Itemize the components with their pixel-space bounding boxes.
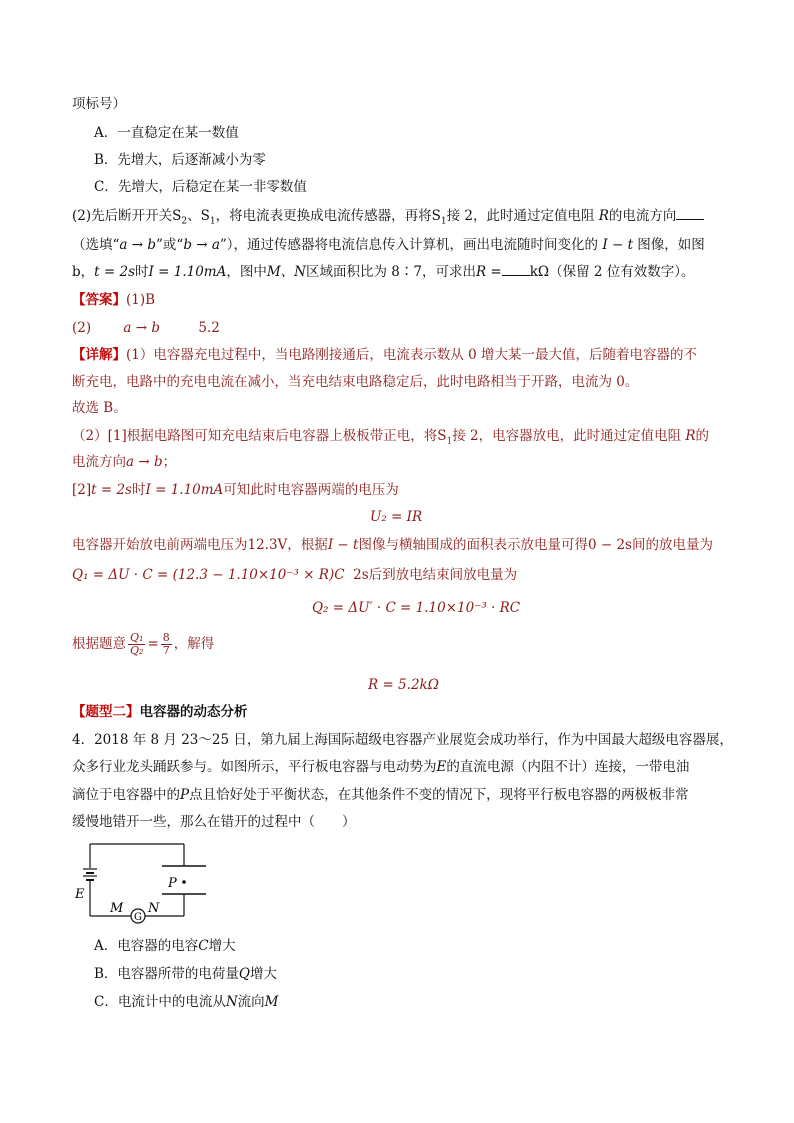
text: 电容器开始放电前两端电压为12.3V，根据	[72, 537, 328, 553]
fraction-q1-q2	[128, 632, 145, 657]
text: Q₁	[130, 631, 144, 644]
part2-line3	[72, 263, 695, 281]
text: Q₁ = ΔU · C = (12.3 − 1.10×10⁻³ × R)C	[72, 567, 345, 583]
text: (1）电容器充电过程中，当电路刚接通后，电流表示数从 0 增大某一最大值，后随着电容器的不	[126, 347, 698, 363]
option-letter: A．	[94, 938, 118, 954]
text: ；	[162, 454, 177, 470]
text: 增大	[250, 966, 277, 982]
part2-line2: （选填“a → b”或“b → a”），通过传感器将电流信息传入计算机，画出电流随时间变化的 I − t 图像，如图	[72, 237, 705, 253]
q4-option-c	[94, 993, 278, 1011]
text: M	[264, 994, 279, 1010]
option-c	[94, 178, 307, 196]
text: b，	[72, 264, 95, 280]
text: 8	[162, 631, 170, 644]
text: P	[180, 787, 190, 803]
text: C	[198, 938, 209, 954]
text: I = 1.10mA	[148, 264, 227, 280]
answer-part2-label: (2)	[72, 320, 92, 336]
text: E	[436, 759, 447, 775]
text: t = 2s	[91, 482, 132, 498]
detail-p2-line2	[72, 453, 176, 471]
text: a → b	[119, 237, 156, 253]
text: （选填“	[72, 237, 120, 253]
text: 点且恰好处于平衡状态，在其他条件不变的情况下，现将平行板电容器的两极板非常	[189, 787, 689, 803]
circuit-diagram	[70, 838, 220, 928]
text: 图像，如图	[637, 237, 705, 253]
text: 电流计中的电流从	[117, 994, 226, 1010]
section-tag: 【题型二】	[72, 704, 140, 720]
equation-1	[370, 508, 422, 526]
text: (2)先后断开开关S	[72, 208, 182, 224]
text: 电容器所带的电荷量	[117, 966, 239, 982]
text: [2]	[72, 482, 92, 498]
text: 区域面积比为 8∶7，可求出	[305, 264, 476, 280]
text: 的	[695, 428, 710, 444]
text: 根据题意	[72, 636, 126, 652]
text: ，解得	[173, 636, 215, 652]
text: M、N	[266, 264, 306, 280]
text: 间的放电量为	[631, 537, 713, 553]
text: R = 5.2kΩ	[368, 677, 439, 693]
text: 的直流电源（内阻不计）连接，一带电油	[446, 759, 690, 775]
text: 故选 B。	[72, 400, 127, 416]
detail-tag: 【详解】	[72, 347, 126, 363]
text: 接 2，此时通过定值电阻	[446, 208, 599, 224]
q4-option-b	[94, 965, 277, 983]
text: Q₂	[130, 644, 144, 657]
option-letter: A．	[94, 125, 118, 141]
section-heading	[72, 703, 248, 721]
detail-p2-line1: （2）[1]根据电路图可知充电结束后电容器上极板带正电，将$S_1$接 2，电容器放电，此时通过定值电阻 R的	[72, 428, 710, 447]
equation-4	[368, 676, 439, 694]
answer-blank	[676, 207, 704, 220]
text: a → b	[126, 454, 163, 470]
equation-2	[72, 566, 517, 584]
text: （2）[1]根据电路图可知充电结束后电容器上极板带正电，将S	[72, 428, 447, 444]
q4-option-a	[94, 937, 236, 955]
text: 图像与横轴围成的面积表示放电量可得	[358, 537, 588, 553]
oil-drop-point	[182, 880, 186, 884]
text: 电流方向	[72, 454, 126, 470]
text: 、S	[187, 208, 210, 224]
text: ，将电流表更换成电流传感器，再将S	[215, 208, 441, 224]
option-letter: B．	[94, 966, 118, 982]
answer-value-1: a → b	[123, 320, 161, 336]
part2-line1: (2)先后断开开关$S_2$、$S_1$，将电流表更换成电流传感器，再将$S_1$接 2，此时通过定值电阻 R的电流方向	[72, 207, 704, 231]
detail-p1-line2	[72, 373, 638, 391]
text: 接 2，电容器放电，此时通过定值电阻	[452, 428, 686, 444]
label-p: P	[168, 876, 177, 891]
text: 滴位于电容器中的	[72, 787, 180, 803]
text: 时	[131, 482, 146, 498]
question-tail	[72, 95, 126, 113]
text: 的电流方向	[608, 208, 677, 224]
option-letter: C．	[94, 179, 118, 195]
option-a	[94, 124, 239, 142]
text: 2s后到放电结束间放电量为	[353, 567, 518, 583]
fraction-8-7	[161, 632, 172, 657]
label-g: G	[134, 912, 142, 923]
label-e: E	[75, 887, 85, 902]
q4-line2	[72, 758, 689, 776]
text: I = 1.10mA	[145, 482, 224, 498]
option-text: 一直稳定在某一数值	[117, 125, 239, 141]
detail-p1-line1	[72, 346, 697, 364]
option-text: 先增大，后逐渐减小为零	[117, 152, 266, 168]
text: 缓慢地错开一些，那么在错开的过程中（ ）	[72, 814, 356, 830]
label-n: N	[148, 901, 160, 916]
answer-part1: (1)B	[126, 292, 156, 308]
label-m: M	[110, 901, 124, 916]
text: 流向	[237, 994, 265, 1010]
text: 0 − 2s	[587, 537, 632, 553]
detail-p5: 根据题意 $\frac{\text{Q₁}}{\text{Q₂}}$ = $\frac{8}{7}$ ，解得	[72, 631, 215, 657]
q4-line3	[72, 786, 689, 804]
text: ”），通过传感器将电流信息传入计算机，画出电流随时间变化的	[219, 237, 599, 253]
q4-line1	[72, 731, 733, 749]
q4-line4	[72, 813, 356, 831]
text: Q₂ = ΔU′ · C = 1.10×10⁻³ · RC	[312, 600, 521, 616]
detail-p4-line1	[72, 536, 713, 554]
text: ，图中	[226, 264, 267, 280]
option-letter: B．	[94, 152, 118, 168]
text: Q	[238, 966, 250, 982]
text: 众多行业龙头踊跃参与。如图所示，平行板电容器与电动势为	[72, 759, 437, 775]
option-b	[94, 151, 266, 169]
detail-p1-line3	[72, 399, 127, 417]
text: 4．2018 年 8 月 23～25 日，第九届上海国际超级电容器产业展览会成功举行，作为中国最大超级电容器展，	[72, 732, 733, 748]
option-text: 先增大，后稳定在某一非零数值	[117, 179, 307, 195]
option-letter: C．	[94, 994, 118, 1010]
text: kΩ（保留 2 位有效数字）。	[529, 264, 695, 280]
text: 增大	[208, 938, 236, 954]
text: t = 2s	[94, 264, 135, 280]
text: ”或“	[156, 237, 184, 253]
section-title: 电容器的动态分析	[139, 704, 248, 720]
text: 时	[135, 264, 149, 280]
text: U₂ = IR	[370, 509, 423, 525]
text: 7	[162, 644, 170, 657]
answer-value-2: 5.2	[198, 320, 220, 336]
question-tail-text: 项标号）	[72, 96, 126, 112]
text: I − t	[327, 537, 359, 553]
answer-line1	[72, 291, 155, 309]
text: 断充电，电路中的充电电流在减小，当充电结束电路稳定后，此时电路相当于开路，电流为 0。	[72, 374, 639, 390]
text: R =	[475, 264, 502, 280]
detail-p3-line1	[72, 481, 399, 499]
text: N	[225, 994, 238, 1010]
answer-blank	[502, 263, 530, 276]
text: 可知此时电容器两端的电压为	[223, 482, 399, 498]
text: b → a	[183, 237, 220, 253]
answer-line2	[72, 319, 220, 337]
answer-tag: 【答案】	[72, 292, 126, 308]
text: 电容器的电容	[117, 938, 199, 954]
equation-3	[312, 599, 520, 617]
